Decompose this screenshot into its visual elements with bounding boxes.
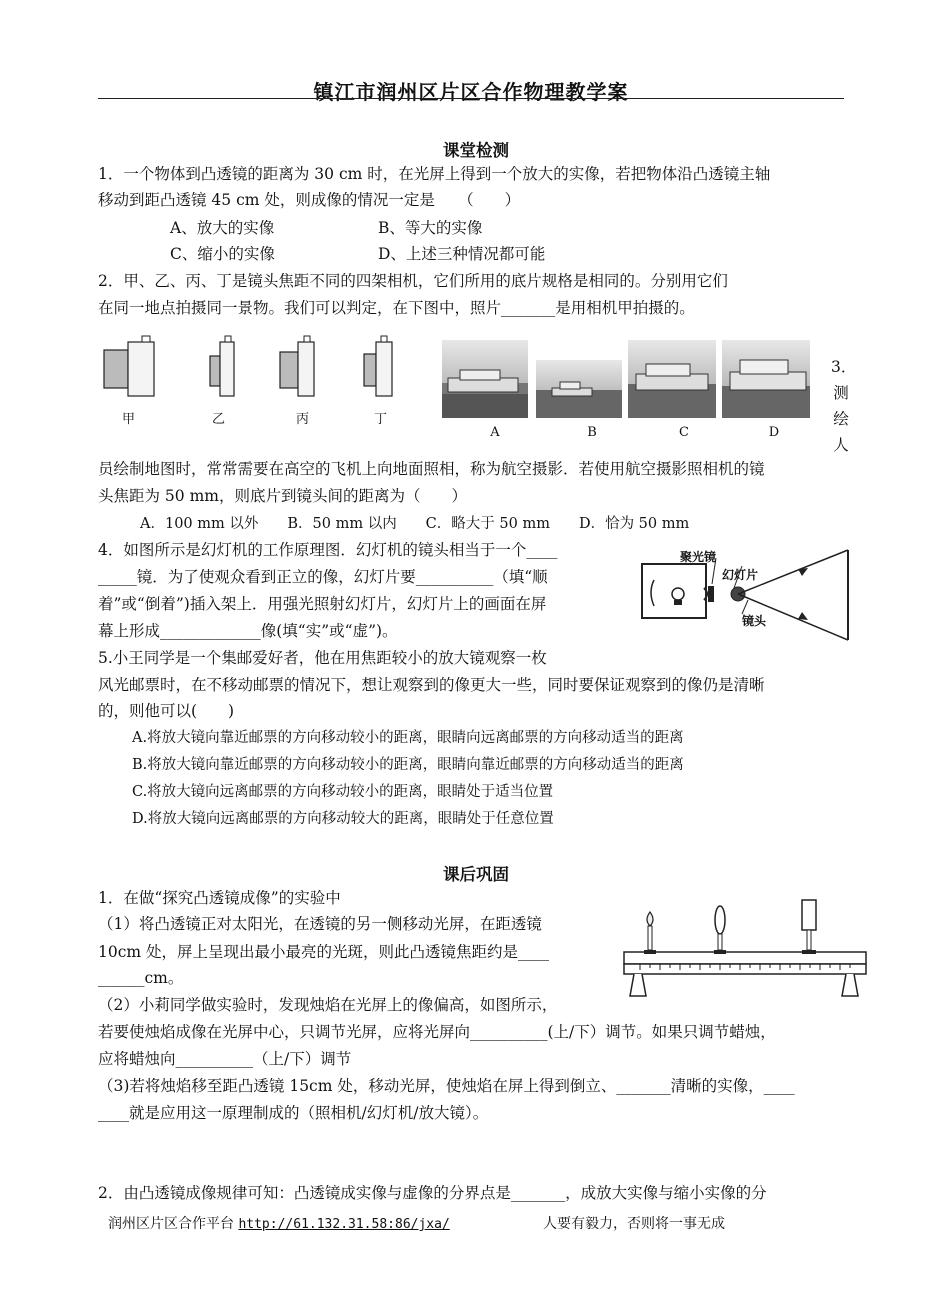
footer-platform-name: 润州区片区合作平台	[108, 1216, 234, 1232]
camera-bing-icon	[280, 336, 314, 396]
camera-label-bing: 丙	[296, 412, 310, 427]
s2-q1-line3: 10cm 处，屏上呈现出最小最亮的光斑，则此凸透镜焦距约是____	[98, 943, 550, 961]
q5-line2: 风光邮票时，在不移动邮票的情况下，想让观察到的像更大一些，同时要保证观察到的像仍是清晰	[98, 676, 765, 694]
screen-icon	[802, 900, 816, 954]
photo-label-b: B	[587, 425, 597, 440]
q5-option-c: C.将放大镜向远离邮票的方向移动较小的距离，眼睛处于适当位置	[132, 784, 554, 800]
q5-line3: 的，则他可以( )	[98, 702, 235, 720]
s2-q1-line1: 1．在做“探究凸透镜成像”的实验中	[98, 889, 341, 907]
projector-diagram	[638, 544, 853, 648]
q1-line2: 移动到距凸透镜 45 cm 处，则成像的情况一定是 （ ）	[98, 191, 521, 209]
title-underline	[98, 98, 844, 99]
s2-q1-line9: ____就是应用这一原理制成的（照相机/幻灯机/放大镜）。	[98, 1104, 489, 1122]
q1-option-d: D、上述三种情况都可能	[378, 245, 546, 263]
q3-vertical-4: 人	[833, 436, 849, 454]
label-slide: 幻灯片	[722, 568, 759, 582]
q4-line2: _____镜．为了使观众看到正立的像，幻灯片要__________（填“顺	[98, 568, 548, 586]
footer-link[interactable]: http://61.132.31.58:86/jxa/	[238, 1217, 450, 1232]
camera-yi-icon	[210, 336, 234, 396]
photo-label-c: C	[679, 425, 689, 440]
s2-q1-line6: 若要使烛焰成像在光屏中心，只调节光屏，应将光屏向__________(上/下）调节。如果只调节蜡烛，	[98, 1023, 776, 1041]
camera-label-yi: 乙	[212, 412, 226, 427]
q3-vertical-2: 测	[833, 384, 849, 402]
section-title-classroom-test: 课堂检测	[443, 141, 509, 160]
candle-icon	[644, 912, 656, 954]
q1-option-b: B、等大的实像	[378, 219, 483, 237]
photo-a-image	[442, 340, 528, 418]
q1-line1: 1．一个物体到凸透镜的距离为 30 cm 时，在光屏上得到一个放大的实像，若把物体沿凸透镜主轴	[98, 165, 771, 183]
optical-bench-diagram	[620, 898, 870, 1000]
s2-q1-line8: （3)若将烛焰移至距凸透镜 15cm 处，移动光屏，使烛焰在屏上得到倒立、_______清晰的实像，____	[98, 1077, 795, 1095]
section-title-after-class: 课后巩固	[443, 865, 509, 884]
q5-line1: 5.小王同学是一个集邮爱好者，他在用焦距较小的放大镜观察一枚	[98, 649, 547, 667]
photo-d-image	[722, 340, 810, 418]
q3-line2: 头焦距为 50 mm，则底片到镜头间的距离为（ ）	[98, 487, 467, 505]
q3-line1: 员绘制地图时，常常需要在高空的飞机上向地面照相，称为航空摄影．若使用航空摄影照相机的镜	[98, 460, 765, 478]
footer-left	[108, 1213, 450, 1233]
label-condenser: 聚光镜	[680, 550, 717, 564]
q3-vertical-3: 绘	[833, 410, 849, 428]
q1-option-c: C、缩小的实像	[170, 245, 275, 263]
photo-c-image	[628, 340, 716, 418]
s2-q1-line7: 应将蜡烛向__________（上/下）调节	[98, 1050, 352, 1068]
q2-line1: 2．甲、乙、丙、丁是镜头焦距不同的四架相机，它们所用的底片规格是相同的。分别用它们	[98, 272, 728, 290]
camera-ding-icon	[364, 336, 392, 396]
convex-lens-icon	[714, 906, 726, 954]
camera-label-ding: 丁	[374, 412, 388, 427]
label-lens: 镜头	[742, 614, 767, 628]
q2-line2: 在同一地点拍摄同一景物。我们可以判定，在下图中，照片_______是用相机甲拍摄的。	[98, 299, 695, 317]
s2-q2-line1: 2．由凸透镜成像规律可知：凸透镜成实像与虚像的分界点是_______，成放大实像与缩小实像的分	[98, 1184, 767, 1202]
q3-options: A．100 mm 以外 B．50 mm 以内 C．略大于 50 mm D．恰为 50 mm	[140, 516, 690, 532]
q5-option-b: B.将放大镜向靠近邮票的方向移动较小的距离，眼睛向靠近邮票的方向移动适当的距离	[132, 757, 684, 773]
s2-q1-line2: （1）将凸透镜正对太阳光，在透镜的另一侧移动光屏，在距透镜	[98, 915, 542, 933]
s2-q1-line4: ______cm。	[98, 969, 184, 987]
q4-line4: 幕上形成_____________像(填“实”或“虚”)。	[98, 622, 398, 640]
page-title: 镇江市润州区片区合作物理教学案	[313, 80, 629, 104]
camera-jia-icon	[104, 336, 154, 396]
s2-q1-line5: （2）小莉同学做实验时，发现烛焰在光屏上的像偏高，如图所示，	[98, 996, 558, 1014]
q4-line3: 着”或“倒着”)插入架上．用强光照射幻灯片，幻灯片上的画面在屏	[98, 595, 547, 613]
q1-option-a: A、放大的实像	[170, 219, 275, 237]
photo-b-image	[536, 360, 622, 418]
q5-option-a: A.将放大镜向靠近邮票的方向移动较小的距离，眼睛向远离邮票的方向移动适当的距离	[132, 730, 684, 746]
photo-label-a: A	[490, 425, 500, 440]
q5-option-d: D.将放大镜向远离邮票的方向移动较大的距离，眼睛处于任意位置	[132, 811, 554, 827]
photo-label-d: D	[768, 425, 780, 440]
footer-motto: 人要有毅力，否则将一事无成	[543, 1216, 725, 1232]
q3-vertical-1: 3．	[831, 358, 857, 376]
camera-label-jia: 甲	[122, 412, 136, 427]
q4-line1: 4．如图所示是幻灯机的工作原理图．幻灯机的镜头相当于一个____	[98, 541, 558, 559]
photos-figure	[440, 338, 815, 423]
